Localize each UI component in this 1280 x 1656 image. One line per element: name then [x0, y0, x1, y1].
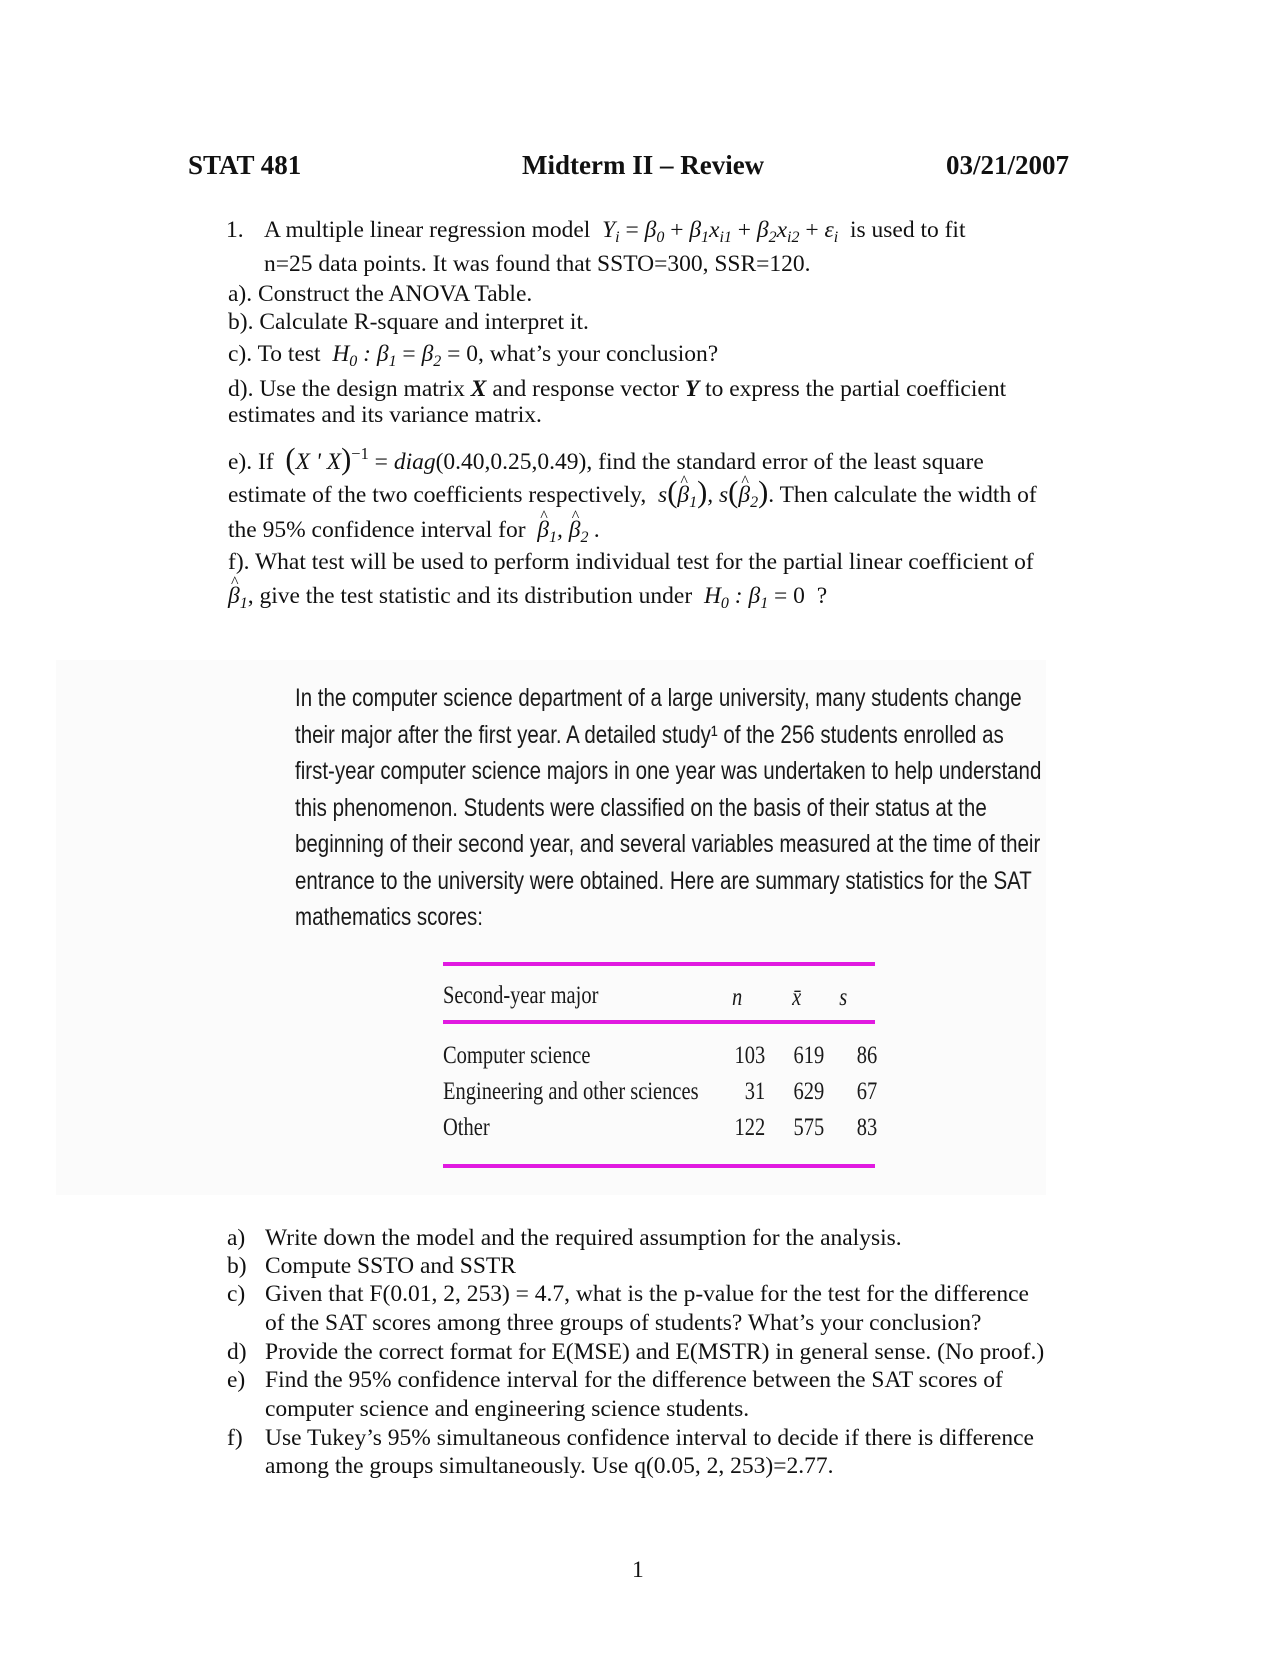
standard-errors: s(^ $\beta_1$), s(^ $\beta_2$) [652, 482, 768, 508]
table-header-n: n [731, 984, 743, 1011]
table-cell-major: Computer science [443, 1042, 591, 1069]
response-vector-symbol: Y [684, 376, 700, 402]
document-title: Midterm II – Review [522, 150, 765, 180]
null-hypothesis-beta1: $H_0$ : $\beta_1 = 0$ [698, 583, 805, 612]
item-label: f) [227, 1425, 243, 1451]
q1-part-d-mid: and response vector [492, 376, 679, 402]
q1-part-f-mid: , give the test statistic and its distribution under [247, 583, 693, 609]
q1-intro [264, 216, 965, 252]
item-text: Provide the correct format for E(MSE) and E(MSTR) in general sense. (No proof.) [265, 1339, 1045, 1365]
q1-part-e-line3-pre: the 95% confidence interval for [228, 517, 526, 543]
table-header-mean: x̄ [792, 984, 802, 1011]
xtx-inverse: (X ' X)$^{-1}$ = [285, 441, 388, 476]
q1-part-f-line2 [228, 582, 827, 618]
design-matrix-symbol: X [470, 376, 487, 402]
item-text: computer science and engineering science students. [265, 1396, 750, 1422]
item-label: c) [227, 1281, 246, 1307]
passage-line: mathematics scores: [295, 903, 483, 931]
item-text: of the SAT scores among three groups of students? What’s your conclusion? [265, 1310, 982, 1336]
table-bottom-rule [443, 1164, 875, 1168]
q2-passage [295, 680, 1042, 936]
q1-part-f-end: ? [816, 583, 828, 609]
q1-part-d-line2: estimates and its variance matrix. [228, 402, 542, 428]
table-top-rule [443, 962, 875, 966]
q1-part-e-line2 [228, 475, 1037, 517]
table-cell-mean: 629 [793, 1078, 825, 1105]
item-text: Write down the model and the required assumption for the analysis. [265, 1225, 902, 1251]
item-label: a) [227, 1225, 246, 1251]
diag-values: (0.40,0.25,0.49) [435, 448, 587, 475]
diag-label: diag [393, 448, 436, 475]
beta-hats: ^ $\beta_1$, ^ $\beta_2$ . [531, 517, 600, 543]
passage-line: their major after the first year. A detailed study¹ of the 256 students enrolled as [295, 720, 1004, 749]
table-header-major: Second-year major [443, 982, 599, 1009]
q1-part-e-line2-post: . Then calculate the width of [768, 482, 1037, 508]
q1-part-c [228, 340, 718, 376]
beta1-hat: ^ $\beta_1$ [228, 583, 248, 609]
q1-number: 1. [226, 217, 244, 243]
item-text: among the groups simultaneously. Use q(0.05, 2, 253)=2.77. [265, 1453, 834, 1479]
table-cell-major: Engineering and other sciences [443, 1078, 699, 1105]
page-number: 1 [632, 1557, 644, 1583]
q1-part-b: b). Calculate R-square and interpret it. [228, 309, 589, 335]
table-cell-major: Other [443, 1114, 490, 1141]
q1-intro-pre: A multiple linear regression model [264, 217, 591, 243]
passage-line: In the computer science department of a large university, many students change [295, 684, 1022, 712]
q1-part-e-line1 [228, 440, 984, 476]
item-text: Find the 95% confidence interval for the difference between the SAT scores of [265, 1367, 1003, 1393]
table-cell-sd: 86 [856, 1042, 878, 1069]
q1-part-d-line1 [228, 375, 1006, 403]
table-cell-n: 122 [734, 1114, 766, 1141]
null-hypothesis: $H_0$ : $\beta_1 = \beta_2 = 0$ [326, 341, 479, 370]
item-label: e) [227, 1367, 246, 1393]
table-cell-n: 31 [744, 1078, 766, 1105]
item-text: Given that F(0.01, 2, 253) = 4.7, what is the p-value for the test for the difference [265, 1281, 1029, 1307]
q1-part-e-line2-pre: estimate of the two coefficients respectively, [228, 482, 647, 508]
table-header-sd: s [839, 984, 848, 1011]
q1-part-e-post: , find the standard error of the least square [586, 448, 984, 475]
q1-part-a: a). Construct the ANOVA Table. [228, 281, 533, 307]
q1-part-d-text: d). Use the design matrix [228, 376, 465, 402]
table-cell-mean: 619 [793, 1042, 825, 1069]
q1-data-line: n=25 data points. It was found that SSTO=300, SSR=120. [264, 251, 811, 277]
item-text: Compute SSTO and SSTR [265, 1253, 516, 1279]
q1-part-f-line1: f). What test will be used to perform individual test for the partial linear coefficient of [228, 549, 1034, 575]
document-date: 03/21/2007 [946, 150, 1070, 180]
table-cell-sd: 83 [856, 1114, 878, 1141]
q1-intro-post: is used to fit [849, 217, 966, 243]
passage-line: first-year computer science majors in one year was undertaken to help understand [295, 757, 1042, 785]
course-code: STAT 481 [188, 150, 302, 180]
q1-part-e-pre: e). If [228, 448, 274, 475]
table-cell-sd: 67 [856, 1078, 878, 1105]
q1-part-d-end: to express the partial coefficient [705, 376, 1007, 402]
q1-part-c-pre: c). To test [228, 341, 321, 367]
item-label: d) [227, 1339, 247, 1365]
item-text: Use Tukey’s 95% simultaneous confidence interval to decide if there is difference [265, 1425, 1034, 1451]
passage-line: beginning of their second year, and several variables measured at the time of their [295, 830, 1041, 858]
regression-equation: $Y_i = \beta_0 + \beta_1x_{i1} + \beta_2x_{i2} + \varepsilon_i$ [596, 217, 839, 246]
table-cell-mean: 575 [793, 1114, 825, 1141]
passage-line: entrance to the university were obtained. Here are summary statistics for the SAT [295, 866, 1032, 895]
table-cell-n: 103 [734, 1042, 766, 1069]
q1-part-c-post: , what’s your conclusion? [478, 341, 719, 367]
passage-line: this phenomenon. Students were classified on the basis of their status at the [295, 793, 987, 822]
q1-part-e-line3 [228, 516, 600, 552]
item-label: b) [227, 1253, 247, 1279]
table-mid-rule [443, 1020, 875, 1024]
